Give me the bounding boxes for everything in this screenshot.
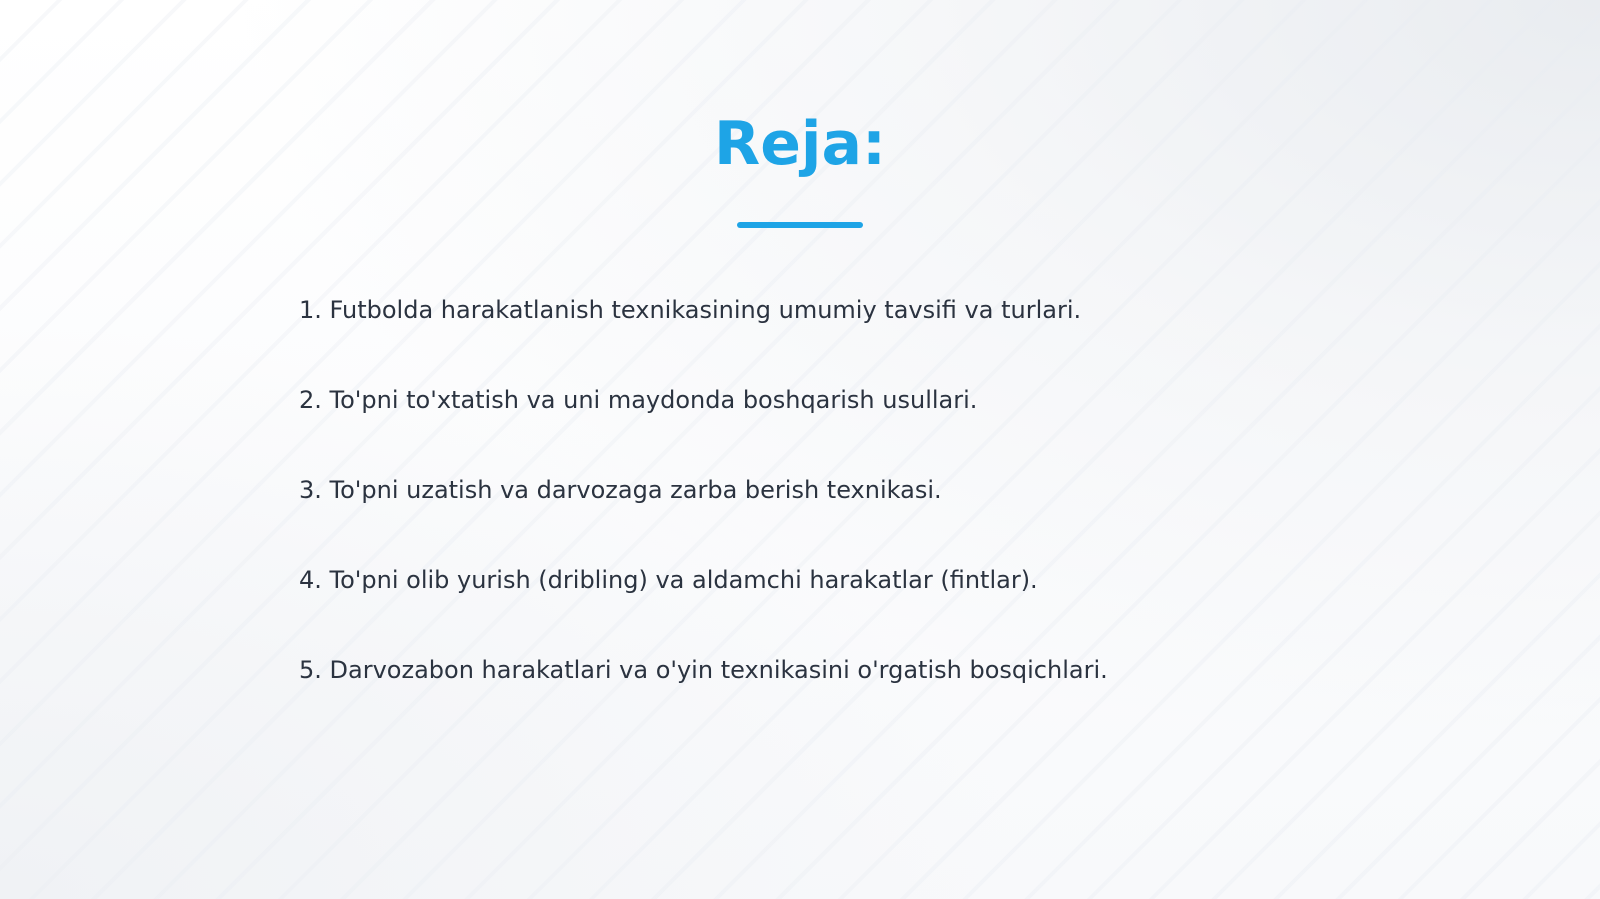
plan-item-5: 5. Darvozabon harakatlari va o'yin texnikasini o'rgatish bosqichlari. [299, 656, 1108, 684]
plan-item-4: 4. To'pni olib yurish (dribling) va aldamchi harakatlar (fintlar). [299, 566, 1038, 594]
plan-list [299, 290, 1299, 740]
slide-title: Reja: [714, 109, 886, 179]
title-underline-divider [737, 222, 863, 228]
plan-item-2: 2. To'pni to'xtatish va uni maydonda boshqarish usullari. [299, 386, 978, 414]
plan-item-1: 1. Futbolda harakatlanish texnikasining umumiy tavsifi va turlari. [299, 296, 1082, 324]
plan-item-3: 3. To'pni uzatish va darvozaga zarba berish texnikasi. [299, 476, 942, 504]
